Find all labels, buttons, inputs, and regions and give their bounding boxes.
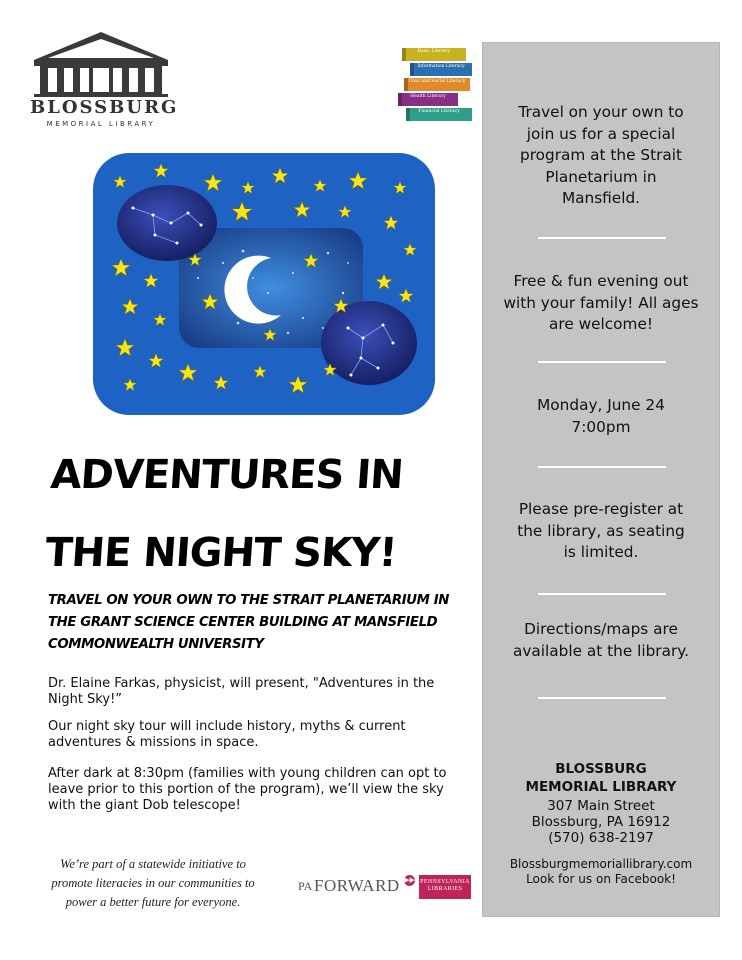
sidebar-facebook: Look for us on Facebook! <box>526 872 676 886</box>
library-building-logo-icon <box>30 30 179 134</box>
sidebar-divider <box>538 697 666 699</box>
pennsylvania-libraries-logo: PENNSYLVANIA LIBRARIES <box>419 875 471 899</box>
event-title: ADVENTURES IN THE NIGHT SKY! <box>43 452 405 576</box>
pa-forward-logo: FORWARD <box>314 876 400 895</box>
literacy-books-logo <box>398 46 478 124</box>
logo-name: BLOSSBURG <box>30 97 179 118</box>
tour-paragraph: Our night sky tour will include history, myths & current adventures & missions in space. <box>48 719 406 750</box>
event-date: Monday, June 24 <box>537 396 665 414</box>
sidebar-intro: Travel on your own to join us for a special program at the Strait Planetarium in Mansfield. <box>518 103 684 207</box>
book-financial-literacy: Financial Literacy <box>406 108 472 121</box>
event-subtitle: TRAVEL ON YOUR OWN TO THE STRAIT PLANETARIUM IN THE GRANT SCIENCE CENTER BUILDING AT MANSFIELD COMMONWEALTH UNIVERSITY <box>48 593 449 652</box>
sidebar-library-name: BLOSSBURG MEMORIAL LIBRARY <box>525 761 677 795</box>
sidebar-divider <box>538 237 666 239</box>
presenter-paragraph: Dr. Elaine Farkas, physicist, will present, "Adventures in the Night Sky!” <box>48 676 435 707</box>
event-time: 7:00pm <box>571 418 631 436</box>
book-information-literacy: Information Literacy <box>410 63 472 76</box>
night-sky-illustration <box>93 153 435 415</box>
sidebar-divider <box>538 361 666 363</box>
forward-arrow-icon: ▶▶ <box>404 876 415 884</box>
pa-forward-pa: PA <box>298 879 313 893</box>
initiative-statement: We’re part of a statewide initiative to promote literacies in our communities to power a better future for everyone. <box>51 857 255 909</box>
logo-subtitle: MEMORIAL LIBRARY <box>46 120 156 128</box>
sidebar-address-city: Blossburg, PA 16912 <box>531 814 671 830</box>
sidebar-directions: Directions/maps are available at the library. <box>512 620 689 660</box>
book-health-literacy: Health Literacy <box>398 93 458 106</box>
sidebar-website-link[interactable]: Blossburgmemoriallibrary.com <box>509 857 693 871</box>
sidebar-address-street: 307 Main Street <box>547 798 655 814</box>
sidebar-divider <box>538 593 666 595</box>
sidebar-register: Please pre-register at the library, as seating is limited. <box>517 500 685 561</box>
sidebar-divider <box>538 466 666 468</box>
book-basic-literacy: Basic Literacy <box>402 48 466 61</box>
sidebar-phone: (570) 638-2197 <box>548 830 654 846</box>
telescope-paragraph: After dark at 8:30pm (families with young children can opt to leave prior to this portion of the program), we’ll view the sky with the giant Dob telescope! <box>48 766 447 813</box>
sidebar-family: Free & fun evening out with your family! All ages are welcome! <box>503 272 699 333</box>
book-civic-literacy: Civic and Social Literacy <box>404 78 470 91</box>
